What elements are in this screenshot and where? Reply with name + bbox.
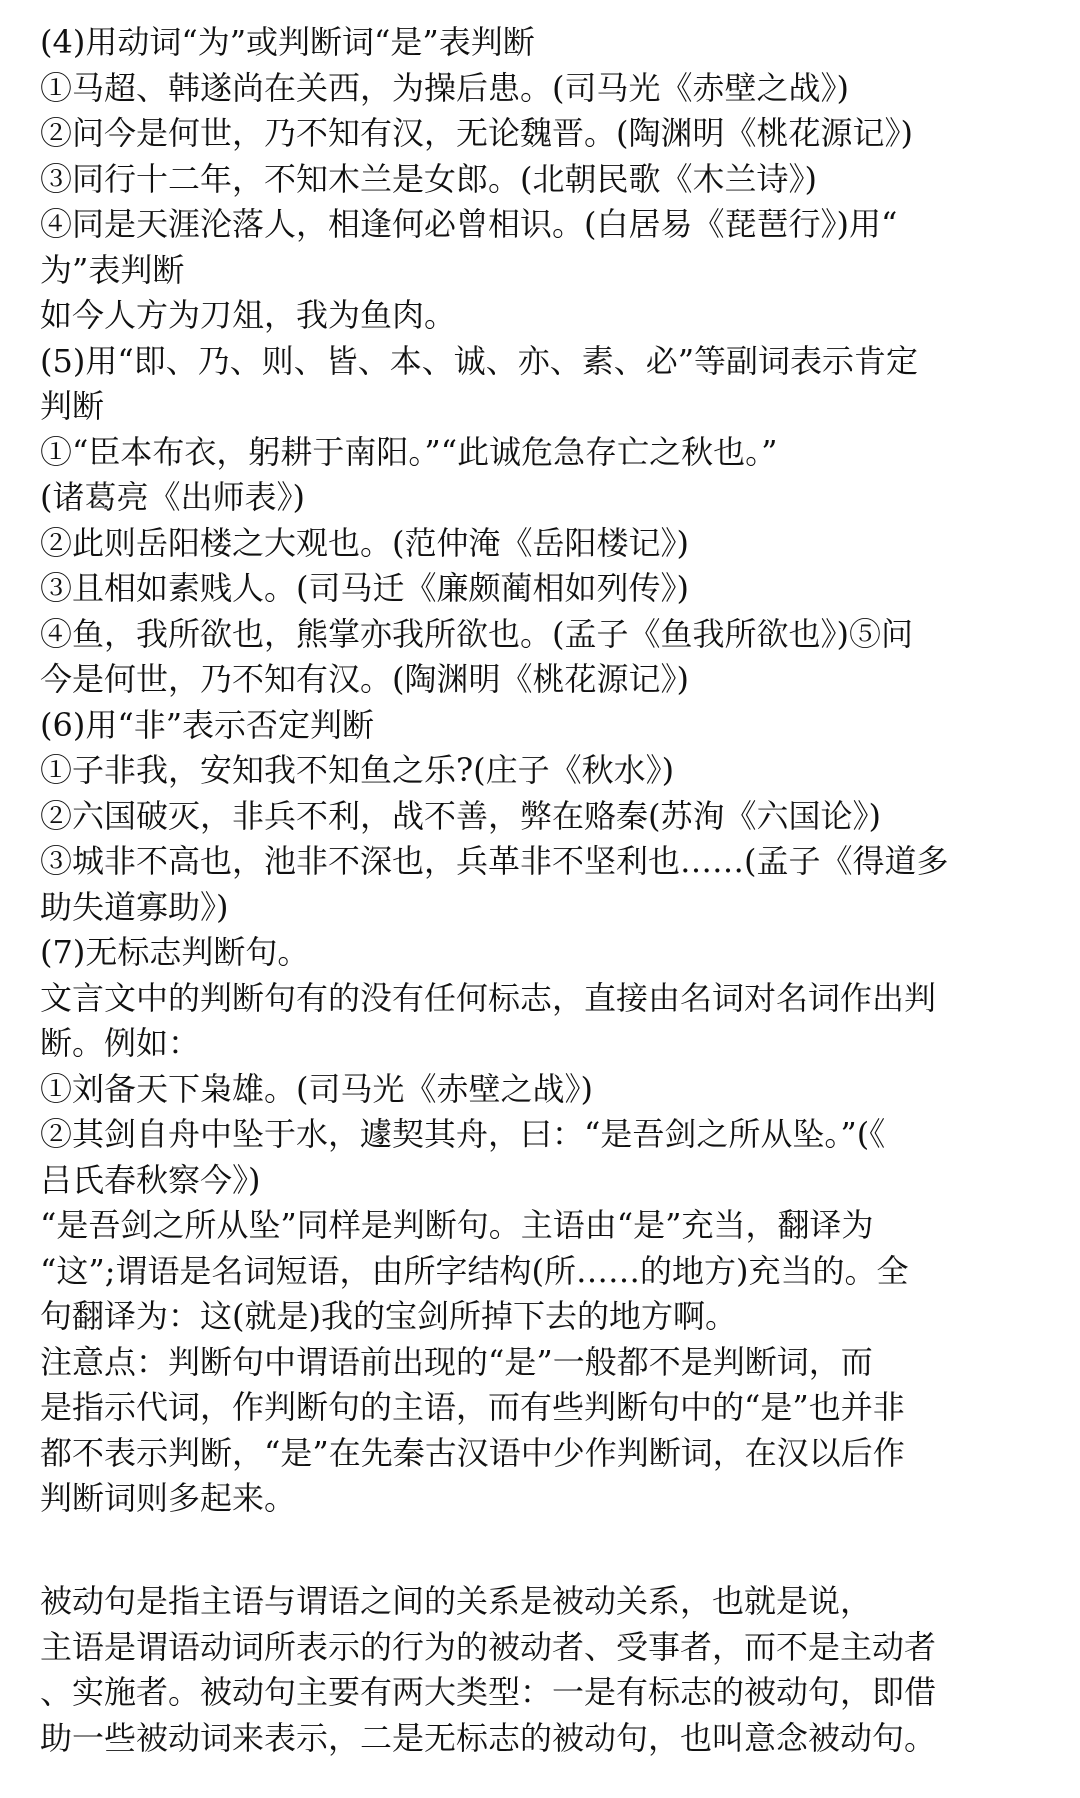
- text-line: ①“臣本布衣，躬耕于南阳。”“此诚危急存亡之秋也。”: [40, 432, 778, 471]
- text-line: 吕氏春秋察今》): [40, 1160, 261, 1199]
- text-line: 今是何世，乃不知有汉。(陶渊明《桃花源记》): [40, 660, 689, 698]
- text-line: ④鱼，我所欲也，熊掌亦我所欲也。(孟子《鱼我所欲也》)⑤问: [40, 614, 913, 653]
- text-line: “这”;谓语是名词短语，由所字结构(所……的地方)充当的。全: [40, 1251, 909, 1290]
- text-line: 助失道寡助》): [40, 887, 229, 926]
- text-line: ②此则岳阳楼之大观也。(范仲淹《岳阳楼记》): [40, 523, 689, 562]
- text-line: 如今人方为刀俎，我为鱼肉。: [40, 296, 457, 334]
- text-line: (6)用“非”表示否定判断: [40, 705, 375, 744]
- text-line: ①刘备天下枭雄。(司马光《赤壁之战》): [40, 1069, 593, 1108]
- judgment-sentence-section: [40, 20, 1050, 1522]
- text-line: (7)无标志判断句。: [40, 933, 310, 971]
- text-line: 为”表判断: [40, 250, 185, 289]
- text-line: ②其剑自舟中坠于水，遽契其舟，曰：“是吾剑之所从坠。”(《: [40, 1115, 886, 1153]
- text-line: 是指示代词，作判断句的主语，而有些判断句中的“是”也并非: [40, 1388, 905, 1426]
- text-line: 断。例如：: [40, 1024, 201, 1062]
- text-line: (5)用“即、乃、则、皆、本、诚、亦、素、必”等副词表示肯定: [40, 341, 919, 380]
- text-line: ②六国破灭，非兵不利，战不善，弊在赂秦(苏洵《六国论》): [40, 796, 881, 835]
- text-line: (4)用动词“为”或判断词“是”表判断: [40, 23, 535, 61]
- text-line: ③且相如素贱人。(司马迁《廉颇蔺相如列传》): [40, 569, 689, 607]
- text-line: ③城非不高也，池非不深也，兵革非不坚利也……(孟子《得道多: [40, 842, 949, 880]
- section-heading-line: [40, 1534, 1050, 1580]
- text-line: ②问今是何世，乃不知有汉，无论魏晋。(陶渊明《桃花源记》): [40, 114, 913, 152]
- text-line: 、实施者。被动句主要有两大类型：一是有标志的被动句，即借: [40, 1673, 937, 1711]
- passive-sentence-section: [40, 1534, 1050, 1762]
- text-line: 判断: [40, 387, 105, 425]
- text-line: 注意点：判断句中谓语前出现的“是”一般都不是判断词，而: [40, 1342, 873, 1381]
- text-line: (诸葛亮《出师表》): [40, 478, 305, 516]
- text-line: 文言文中的判断句有的没有任何标志，直接由名词对名词作出判: [40, 978, 937, 1017]
- text-line: 被动句是指主语与谓语之间的关系是被动关系，也就是说，: [40, 1582, 873, 1620]
- text-line: ①子非我，安知我不知鱼之乐?(庄子《秋水》): [40, 751, 675, 789]
- text-line: 判断词则多起来。: [40, 1479, 297, 1517]
- text-line: 都不表示判断，“是”在先秦古汉语中少作判断词，在汉以后作: [40, 1433, 905, 1472]
- text-line: ③同行十二年，不知木兰是女郎。(北朝民歌《木兰诗》): [40, 159, 817, 198]
- text-line: 主语是谓语动词所表示的行为的被动者、受事者，而不是主动者: [40, 1627, 937, 1666]
- text-line: 助一些被动词来表示，二是无标志的被动句，也叫意念被动句。: [40, 1718, 937, 1757]
- text-line: 句翻译为：这(就是)我的宝剑所掉下去的地方啊。: [40, 1297, 737, 1335]
- text-line: ④同是天涯沦落人，相逢何必曾相识。(白居易《琵琶行》)用“: [40, 205, 898, 243]
- text-line: ①马超、韩遂尚在关西，为操后患。(司马光《赤壁之战》): [40, 68, 849, 107]
- text-line: “是吾剑之所从坠”同样是判断句。主语由“是”充当，翻译为: [40, 1206, 874, 1244]
